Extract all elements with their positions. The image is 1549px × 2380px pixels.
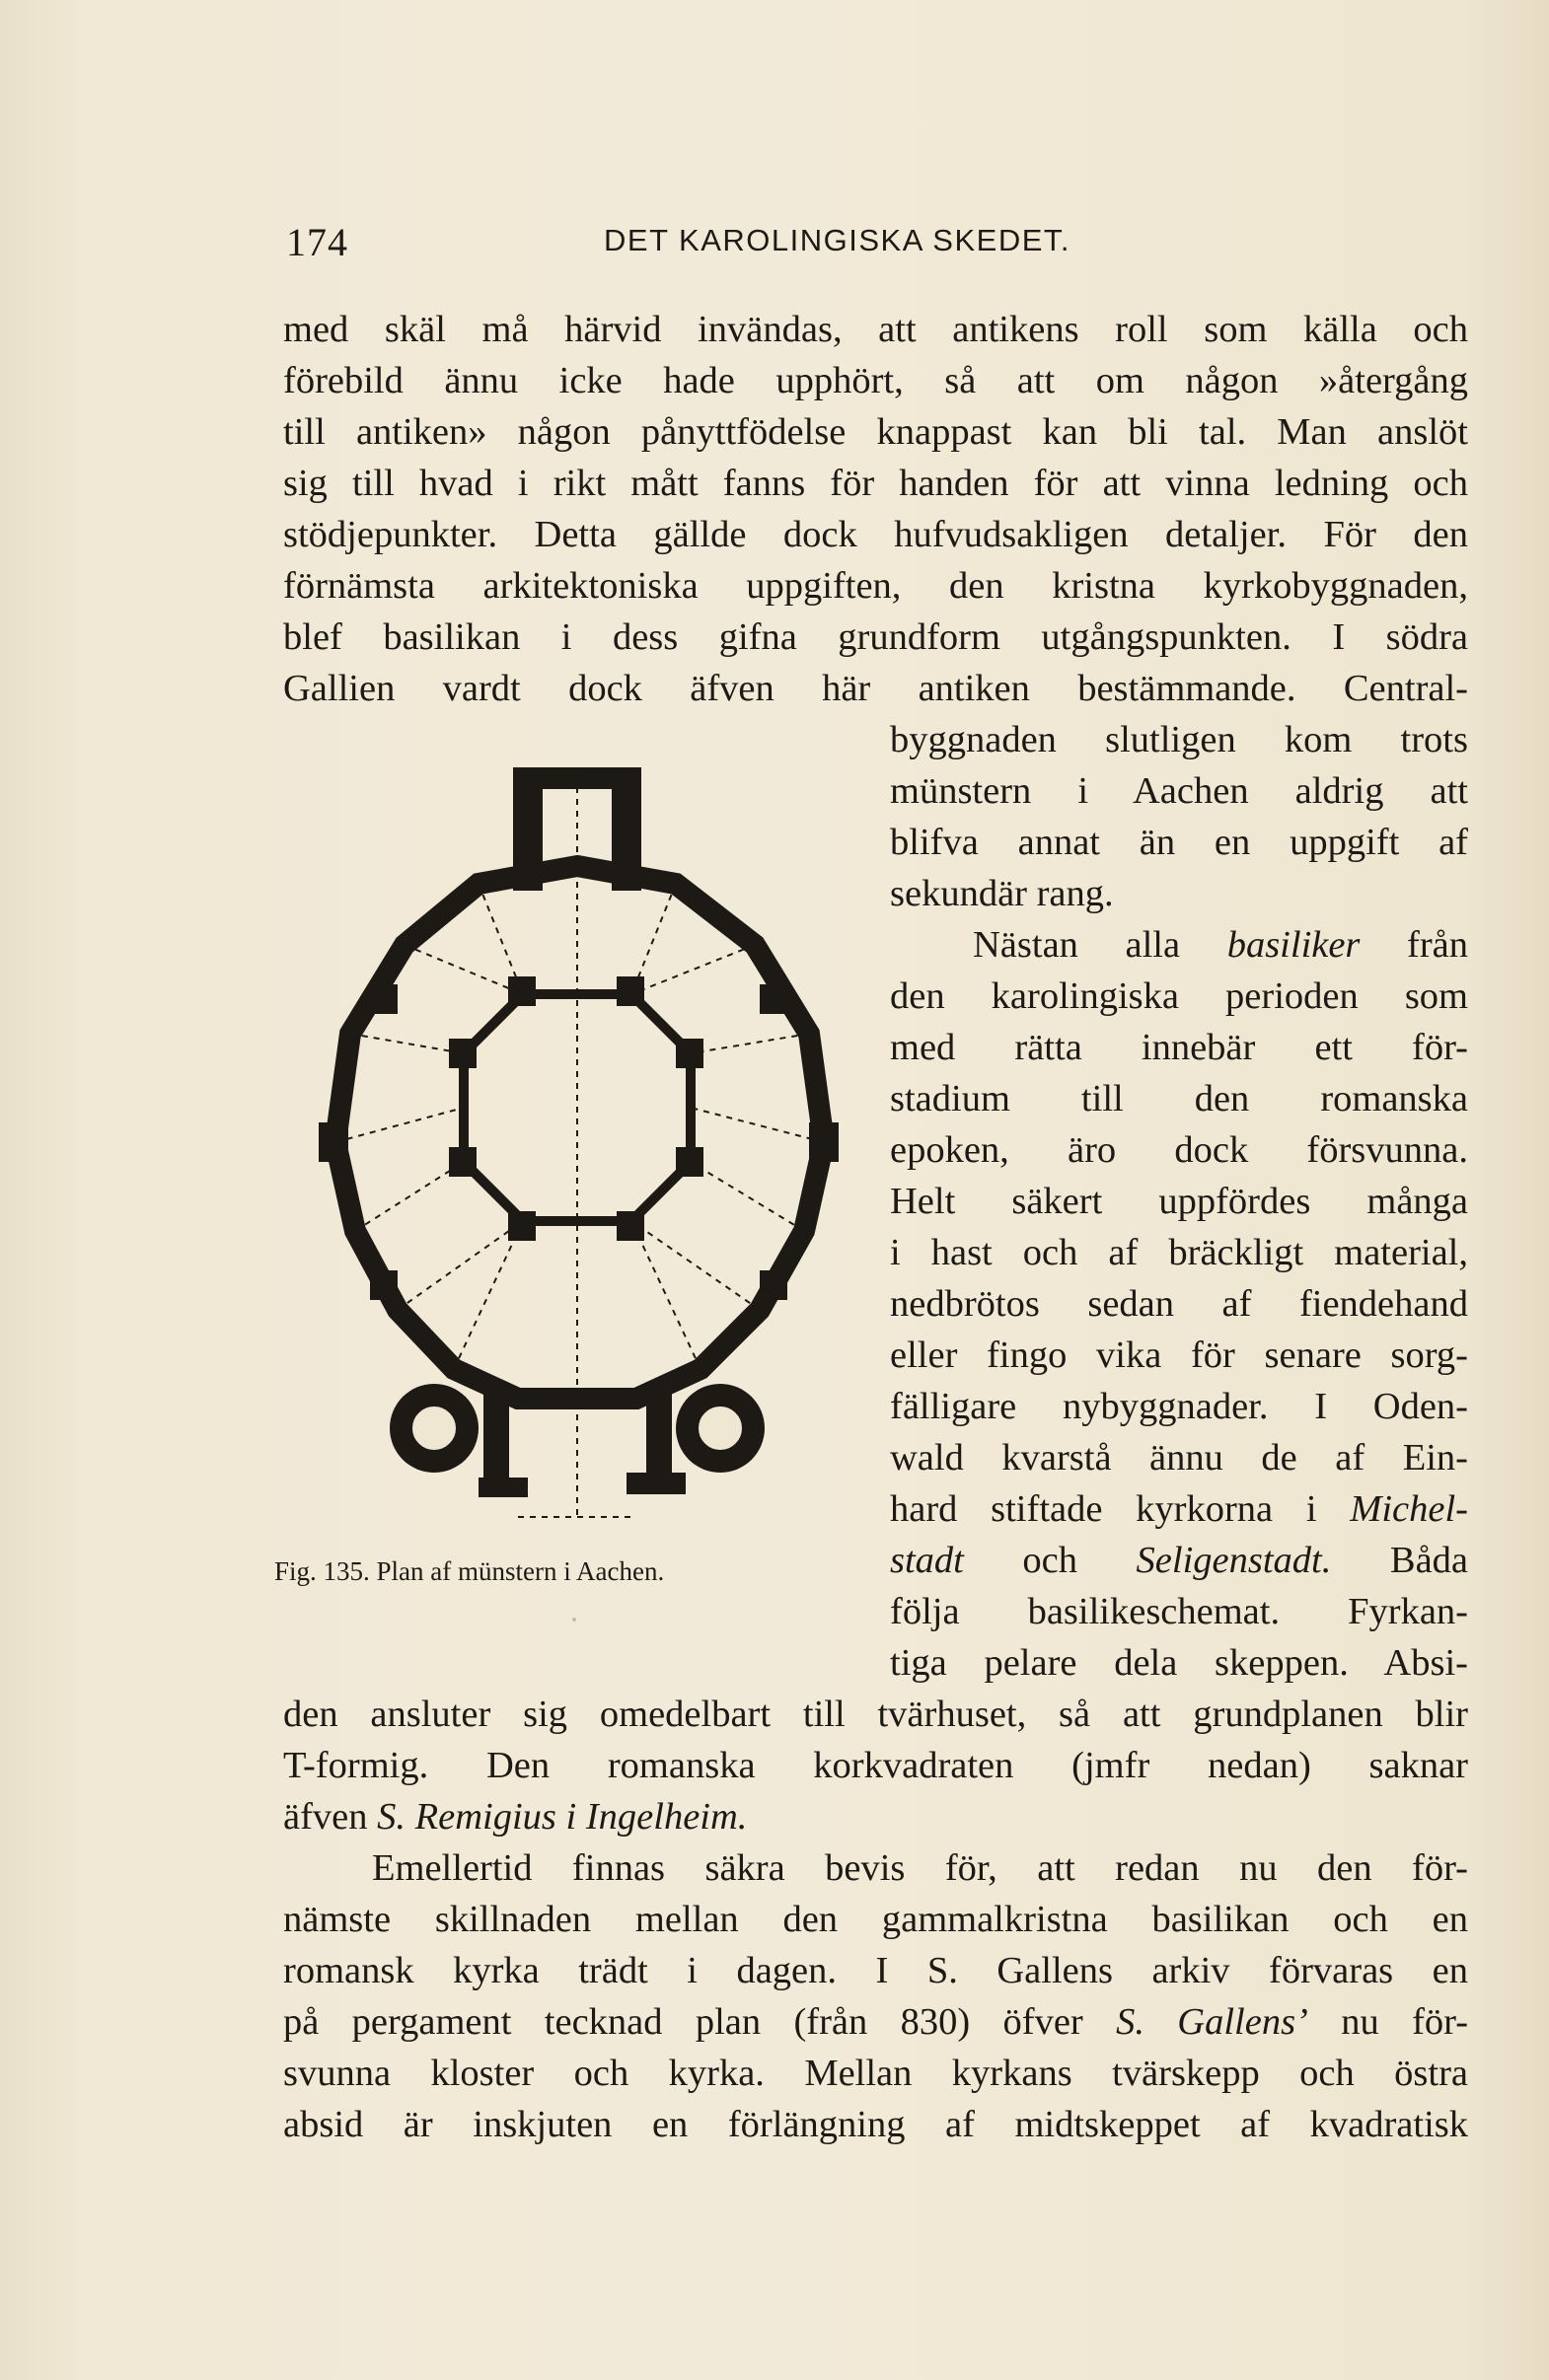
body-line: romansk kyrka trädt i dagen. I S. Gallens arkiv förvaras en	[283, 1950, 1468, 1991]
side-line-seligenstadt: stadt och Seligenstadt. Båda	[890, 1540, 1469, 1581]
side-line: byggnaden slutligen kom trots	[890, 719, 1468, 760]
side-line: blifva annat än en uppgift af	[890, 822, 1468, 863]
page-header	[286, 219, 1470, 278]
body-line: svunna kloster och kyrka. Mellan kyrkans tvärskepp och östra	[283, 2053, 1468, 2094]
side-line: epoken, äro dock försvunna.	[890, 1129, 1468, 1171]
side-line-basiliker: Nästan alla basiliker från	[973, 924, 1469, 966]
side-line: nedbrötos sedan af fiendehand	[890, 1283, 1468, 1325]
body-line: absid är inskjuten en förlängning af midtskeppet af kvadratisk	[283, 2104, 1468, 2145]
figure-caption: Fig. 135. Plan af münstern i Aachen.	[274, 1556, 665, 1586]
side-line: tiga pelare dela skeppen. Absi-	[890, 1642, 1468, 1684]
body-line: förebild ännu icke hade upphört, så att om någon »återgång	[283, 360, 1468, 401]
side-line-michelstadt: hard stiftade kyrkorna i Michel-	[890, 1488, 1468, 1530]
page-number: 174	[286, 220, 348, 264]
side-line: med rätta innebär ett för-	[890, 1027, 1468, 1068]
body-line: stödjepunkter. Detta gällde dock hufvudsakligen detaljer. För den	[283, 514, 1468, 555]
body-line-remigius: äfven S. Remigius i Ingelheim.	[283, 1796, 748, 1838]
side-line: münstern i Aachen aldrig att	[890, 770, 1468, 812]
side-line: eller fingo vika för senare sorg-	[890, 1334, 1468, 1376]
floor-plan-figure	[311, 757, 844, 1527]
body-line: den ansluter sig omedelbart till tvärhuset, så att grundplanen blir	[283, 1694, 1468, 1735]
body-line: T-formig. Den romanska korkvadraten (jmfr nedan) saknar	[283, 1745, 1468, 1786]
body-line-gallens: på pergament tecknad plan (från 830) öfver S. Gallens’ nu för-	[283, 2001, 1469, 2043]
side-line: stadium till den romanska	[890, 1078, 1468, 1119]
side-line: fälligare nybyggnader. I Oden-	[890, 1386, 1468, 1427]
aachen-floor-plan-drawing	[311, 757, 844, 1527]
paper-spot	[572, 1618, 576, 1622]
side-line: Helt säkert uppfördes många	[890, 1181, 1468, 1222]
italic-basiliker: basiliker	[1226, 924, 1361, 966]
body-line: Emellertid finnas säkra bevis för, att redan nu den för-	[372, 1847, 1468, 1889]
side-line: i hast och af bräckligt material,	[890, 1232, 1468, 1273]
side-line: wald kvarstå ännu de af Ein-	[890, 1437, 1468, 1478]
side-line: följa basilikeschemat. Fyrkan-	[890, 1591, 1468, 1632]
side-line: den karolingiska perioden som	[890, 975, 1468, 1017]
body-line: sig till hvad i rikt mått fanns för handen för att vinna ledning och	[283, 463, 1468, 504]
side-line: sekundär rang.	[890, 873, 1114, 914]
body-line: med skäl må härvid invändas, att antikens roll som källa och	[283, 309, 1468, 350]
body-line: blef basilikan i dess gifna grundform utgångspunkten. I södra	[283, 616, 1468, 658]
body-line: förnämsta arkitektoniska uppgiften, den kristna kyrkobyggnaden,	[283, 565, 1468, 607]
body-line: nämste skillnaden mellan den gammalkristna basilikan och en	[283, 1899, 1468, 1940]
body-line: Gallien vardt dock äfven här antiken bestämmande. Central-	[283, 668, 1468, 709]
body-line: till antiken» någon pånyttfödelse knappast kan bli tal. Man anslöt	[283, 411, 1468, 453]
running-title: DET KAROLINGISKA SKEDET.	[604, 223, 1071, 257]
